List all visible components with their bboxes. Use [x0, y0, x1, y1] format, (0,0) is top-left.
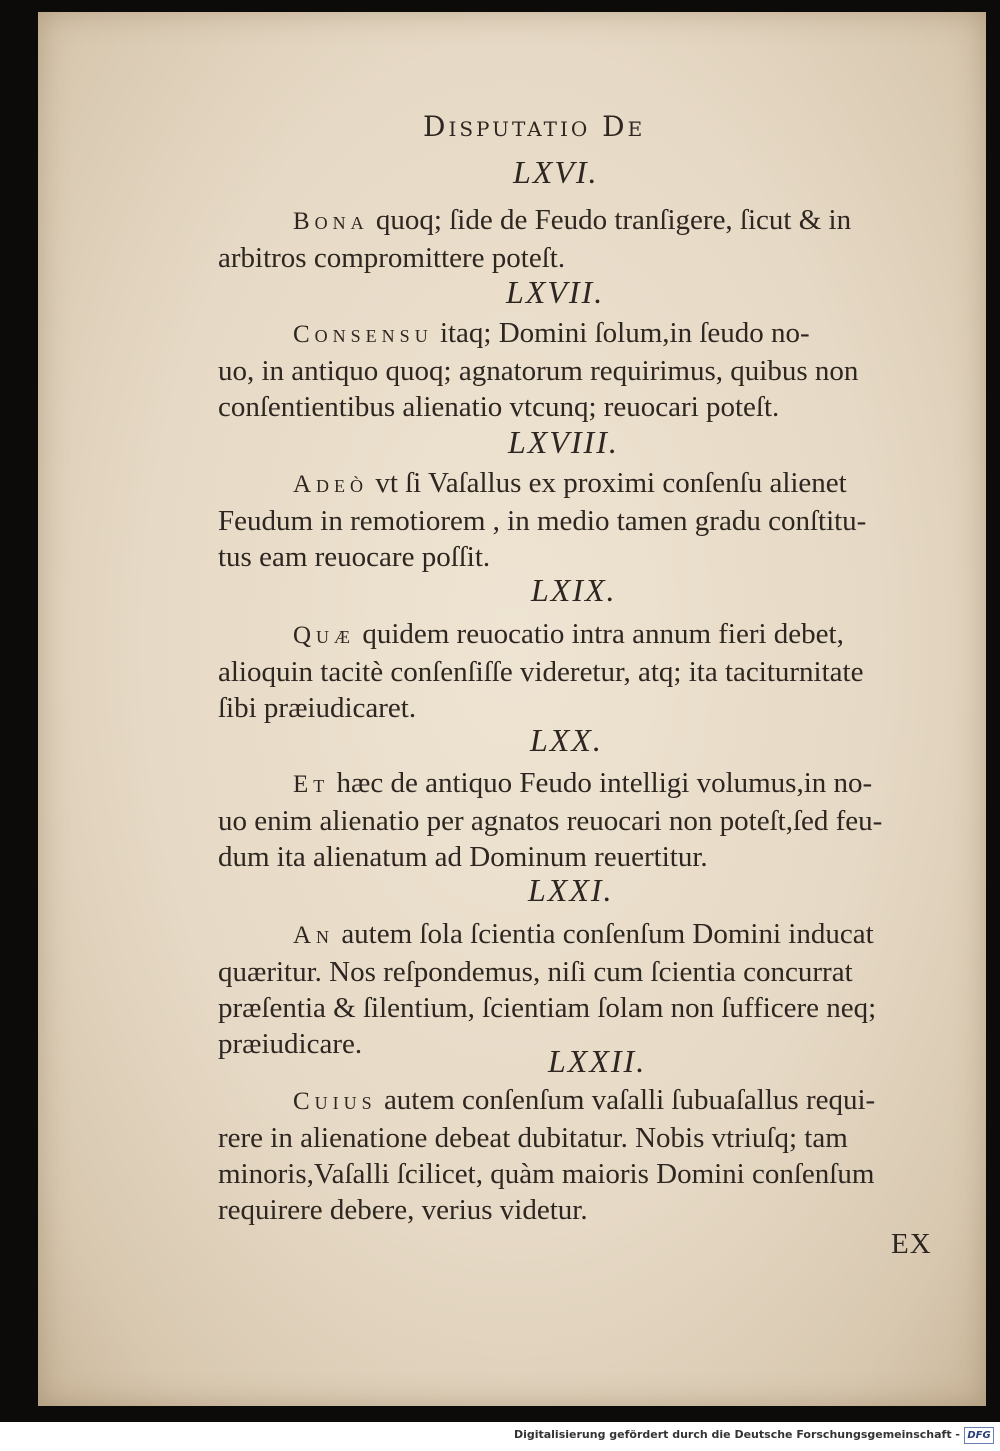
paragraph-line: Consensu itaq; Domini ſolum,in ſeudo no-	[293, 317, 810, 349]
paragraph-line: minoris,Vaſalli ſcilicet, quàm maioris Domini conſenſum	[218, 1158, 875, 1190]
initial-word: Bona	[293, 208, 369, 235]
catchword: EX	[891, 1228, 932, 1260]
paragraph-line: An autem ſola ſcientia conſenſum Domini inducat	[293, 918, 874, 950]
paragraph	[218, 465, 928, 575]
paragraph	[218, 315, 928, 425]
initial-word: An	[293, 922, 335, 949]
paragraph-line: requirere debere, verius videtur.	[218, 1194, 588, 1226]
initial-word: Et	[293, 771, 330, 798]
initial-word: Quæ	[293, 622, 356, 649]
paragraph-line: alioquin tacitè conſenſiſſe videretur, atq; ita taciturnitate	[218, 656, 864, 688]
book-page	[38, 12, 986, 1406]
funding-note: Digitalisierung gefördert durch die Deutsche Forschungsgemeinschaft -	[513, 1428, 960, 1441]
section-numeral: LXVIII.	[508, 424, 619, 460]
paragraph	[218, 916, 928, 1062]
paragraph	[218, 202, 928, 276]
paragraph-line: quæritur. Nos reſpondemus, niſi cum ſcientia concurrat	[218, 956, 853, 988]
paragraph-line: ſibi præiudicaret.	[218, 692, 417, 724]
initial-word: Consensu	[293, 321, 433, 348]
paragraph-line: rere in alienatione debeat dubitatur. Nobis vtriuſq; tam	[218, 1122, 848, 1154]
paragraph-line: Et hæc de antiquo Feudo intelligi volumus,in no-	[293, 767, 873, 799]
initial-word: Cuius	[293, 1088, 377, 1115]
paragraph-line: uo enim alienatio per agnatos reuocari non poteſt,ſed feu-	[218, 805, 883, 837]
digitization-footer	[0, 1422, 1000, 1451]
paragraph-line: tus eam reuocare poſſit.	[218, 541, 491, 573]
section-numeral: LXXI.	[528, 872, 614, 908]
section-numeral: LXX.	[530, 722, 603, 758]
paragraph-line: dum ita alienatum ad Dominum reuertitur.	[218, 841, 708, 873]
paragraph-line: arbitros compromittere poteſt.	[218, 242, 566, 274]
paragraph-line: Adeò vt ſi Vaſallus ex proximi conſenſu alienet	[293, 467, 847, 499]
paragraph-line: Feudum in remotiorem , in medio tamen gradu conſtitu-	[218, 505, 867, 537]
dfg-logo-icon[interactable]: DFG	[964, 1427, 994, 1444]
section-numeral: LXVI.	[513, 154, 599, 190]
section-numeral: LXXII.	[548, 1043, 647, 1079]
paragraph	[218, 616, 928, 726]
paragraph-line: conſentientibus alienatio vtcunq; reuocari poteſt.	[218, 391, 780, 423]
initial-word: Adeò	[293, 471, 369, 498]
section-numeral: LXVII.	[506, 274, 605, 310]
paragraph-line: præiudicare.	[218, 1028, 363, 1060]
section-numeral: LXIX.	[531, 572, 617, 608]
running-title: Disputatio De	[423, 110, 646, 143]
paragraph-line: uo, in antiquo quoq; agnatorum requirimus, quibus non	[218, 355, 859, 387]
paragraph-line: Quæ quidem reuocatio intra annum fieri debet,	[293, 618, 844, 650]
paragraph	[218, 765, 928, 875]
paragraph	[218, 1082, 928, 1228]
paragraph-line: Cuius autem conſenſum vaſalli ſubuaſallus requi-	[293, 1084, 876, 1116]
paragraph-line: Bona quoq; ſide de Feudo tranſigere, ſicut & in	[293, 204, 852, 236]
paragraph-line: præſentia & ſilentium, ſcientiam ſolam non ſufficere neq;	[218, 992, 877, 1024]
